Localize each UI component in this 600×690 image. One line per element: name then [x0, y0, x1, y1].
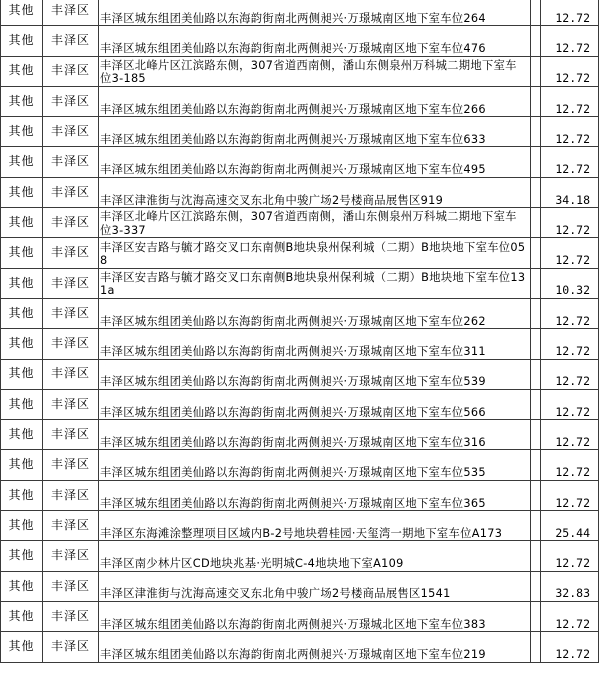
type-cell: 其他 — [1, 420, 43, 450]
district-cell: 丰泽区 — [43, 117, 99, 147]
district-cell: 丰泽区 — [43, 389, 99, 419]
table-row — [1, 420, 599, 450]
type-cell: 其他 — [1, 359, 43, 389]
table-row — [1, 601, 599, 631]
type-cell: 其他 — [1, 56, 43, 86]
table-row — [1, 480, 599, 510]
type-cell: 其他 — [1, 26, 43, 56]
location-cell: 丰泽区城东组团美仙路以东海韵街南北两侧昶兴·万璟城南区地下室车位365 — [99, 480, 531, 510]
table-row — [1, 56, 599, 86]
table-row — [1, 329, 599, 359]
area-cell: 12.72 — [541, 86, 599, 116]
table-row — [1, 632, 599, 662]
location-cell: 丰泽区南少林片区CD地块兆基·光明城C-4地块地下室A109 — [99, 541, 531, 571]
district-cell: 丰泽区 — [43, 298, 99, 328]
type-cell: 其他 — [1, 541, 43, 571]
district-cell: 丰泽区 — [43, 420, 99, 450]
table-row — [1, 238, 599, 268]
location-cell: 丰泽区津淮街与沈海高速交叉东北角中骏广场2号楼商品展售区919 — [99, 177, 531, 207]
table-row — [1, 298, 599, 328]
spacer-cell — [531, 298, 541, 328]
spacer-cell — [531, 238, 541, 268]
area-cell: 12.72 — [541, 480, 599, 510]
area-cell: 12.72 — [541, 117, 599, 147]
spacer-cell — [531, 117, 541, 147]
spacer-cell — [531, 56, 541, 86]
type-cell: 其他 — [1, 268, 43, 298]
location-cell: 丰泽区东海滩涂整理项目区域内B-2号地块碧桂园·天玺湾一期地下室车位A173 — [99, 511, 531, 541]
location-cell: 丰泽区城东组团美仙路以东海韵街南北两侧昶兴·万璟城南区地下室车位539 — [99, 359, 531, 389]
district-cell: 丰泽区 — [43, 238, 99, 268]
district-cell: 丰泽区 — [43, 26, 99, 56]
location-cell: 丰泽区城东组团美仙路以东海韵街南北两侧昶兴·万璟城南区地下室车位316 — [99, 420, 531, 450]
table-row — [1, 0, 599, 26]
table-row — [1, 389, 599, 419]
district-cell: 丰泽区 — [43, 177, 99, 207]
spacer-cell — [531, 329, 541, 359]
type-cell: 其他 — [1, 601, 43, 631]
table-row — [1, 541, 599, 571]
district-cell: 丰泽区 — [43, 601, 99, 631]
spacer-cell — [531, 601, 541, 631]
area-cell: 12.72 — [541, 26, 599, 56]
area-cell: 12.72 — [541, 601, 599, 631]
spacer-cell — [531, 571, 541, 601]
type-cell: 其他 — [1, 208, 43, 238]
table-row — [1, 268, 599, 298]
area-cell: 12.72 — [541, 0, 599, 26]
spacer-cell — [531, 511, 541, 541]
area-cell: 12.72 — [541, 56, 599, 86]
location-cell: 丰泽区城东组团美仙路以东海韵街南北两侧昶兴·万璟城南区地下室车位266 — [99, 86, 531, 116]
district-cell: 丰泽区 — [43, 632, 99, 662]
spacer-cell — [531, 480, 541, 510]
spacer-cell — [531, 147, 541, 177]
location-cell: 丰泽区城东组团美仙路以东海韵街南北两侧昶兴·万璟城南区地下室车位264 — [99, 0, 531, 26]
district-cell: 丰泽区 — [43, 359, 99, 389]
spacer-cell — [531, 208, 541, 238]
location-cell: 丰泽区北峰片区江滨路东侧，307省道西南侧，潘山东侧泉州万科城二期地下室车位3-185 — [99, 56, 531, 86]
spacer-cell — [531, 268, 541, 298]
table-row — [1, 571, 599, 601]
location-cell: 丰泽区城东组团美仙路以东海韵街南北两侧昶兴·万璟城北区地下室车位383 — [99, 601, 531, 631]
area-cell: 12.72 — [541, 208, 599, 238]
location-cell: 丰泽区城东组团美仙路以东海韵街南北两侧昶兴·万璟城南区地下室车位633 — [99, 117, 531, 147]
location-cell: 丰泽区城东组团美仙路以东海韵街南北两侧昶兴·万璟城南区地下室车位476 — [99, 26, 531, 56]
location-cell: 丰泽区城东组团美仙路以东海韵街南北两侧昶兴·万璟城南区地下室车位495 — [99, 147, 531, 177]
spacer-cell — [531, 420, 541, 450]
location-cell: 丰泽区城东组团美仙路以东海韵街南北两侧昶兴·万璟城南区地下室车位311 — [99, 329, 531, 359]
location-cell: 丰泽区北峰片区江滨路东侧，307省道西南侧，潘山东侧泉州万科城二期地下室车位3-337 — [99, 208, 531, 238]
district-cell: 丰泽区 — [43, 571, 99, 601]
district-cell: 丰泽区 — [43, 208, 99, 238]
spacer-cell — [531, 389, 541, 419]
table-row — [1, 511, 599, 541]
area-cell: 12.72 — [541, 359, 599, 389]
district-cell: 丰泽区 — [43, 56, 99, 86]
district-cell: 丰泽区 — [43, 0, 99, 26]
location-cell: 丰泽区安吉路与毓才路交叉口东南侧B地块泉州保利城（二期）B地块地下室车位058 — [99, 238, 531, 268]
spacer-cell — [531, 177, 541, 207]
table-row — [1, 177, 599, 207]
type-cell: 其他 — [1, 147, 43, 177]
type-cell: 其他 — [1, 450, 43, 480]
area-cell: 12.72 — [541, 420, 599, 450]
type-cell: 其他 — [1, 86, 43, 116]
area-cell: 12.72 — [541, 147, 599, 177]
type-cell: 其他 — [1, 632, 43, 662]
area-cell: 12.72 — [541, 541, 599, 571]
area-cell: 34.18 — [541, 177, 599, 207]
district-cell: 丰泽区 — [43, 329, 99, 359]
table-row — [1, 359, 599, 389]
table-row — [1, 86, 599, 116]
type-cell: 其他 — [1, 329, 43, 359]
type-cell: 其他 — [1, 0, 43, 26]
spacer-cell — [531, 450, 541, 480]
spacer-cell — [531, 359, 541, 389]
table-row — [1, 26, 599, 56]
table-row — [1, 117, 599, 147]
type-cell: 其他 — [1, 117, 43, 147]
type-cell: 其他 — [1, 480, 43, 510]
district-cell: 丰泽区 — [43, 511, 99, 541]
location-cell: 丰泽区城东组团美仙路以东海韵街南北两侧昶兴·万璟城南区地下室车位262 — [99, 298, 531, 328]
area-cell: 12.72 — [541, 450, 599, 480]
district-cell: 丰泽区 — [43, 86, 99, 116]
location-cell: 丰泽区城东组团美仙路以东海韵街南北两侧昶兴·万璟城南区地下室车位566 — [99, 389, 531, 419]
location-cell: 丰泽区安吉路与毓才路交叉口东南侧B地块泉州保利城（二期）B地块地下室车位131a — [99, 268, 531, 298]
table-body — [1, 0, 599, 662]
area-cell: 32.83 — [541, 571, 599, 601]
district-cell: 丰泽区 — [43, 541, 99, 571]
type-cell: 其他 — [1, 177, 43, 207]
area-cell: 10.32 — [541, 268, 599, 298]
district-cell: 丰泽区 — [43, 480, 99, 510]
type-cell: 其他 — [1, 571, 43, 601]
district-cell: 丰泽区 — [43, 147, 99, 177]
table-row — [1, 450, 599, 480]
area-cell: 12.72 — [541, 238, 599, 268]
area-cell: 12.72 — [541, 329, 599, 359]
table-row — [1, 147, 599, 177]
type-cell: 其他 — [1, 511, 43, 541]
district-cell: 丰泽区 — [43, 268, 99, 298]
location-cell: 丰泽区城东组团美仙路以东海韵街南北两侧昶兴·万璟城南区地下室车位219 — [99, 632, 531, 662]
table-row — [1, 208, 599, 238]
type-cell: 其他 — [1, 389, 43, 419]
spacer-cell — [531, 0, 541, 26]
area-cell: 12.72 — [541, 389, 599, 419]
area-cell: 12.72 — [541, 298, 599, 328]
district-cell: 丰泽区 — [43, 450, 99, 480]
spacer-cell — [531, 541, 541, 571]
location-cell: 丰泽区津淮街与沈海高速交叉东北角中骏广场2号楼商品展售区1541 — [99, 571, 531, 601]
spacer-cell — [531, 86, 541, 116]
location-cell: 丰泽区城东组团美仙路以东海韵街南北两侧昶兴·万璟城南区地下室车位535 — [99, 450, 531, 480]
spacer-cell — [531, 26, 541, 56]
spacer-cell — [531, 632, 541, 662]
type-cell: 其他 — [1, 298, 43, 328]
area-cell: 12.72 — [541, 632, 599, 662]
type-cell: 其他 — [1, 238, 43, 268]
area-cell: 25.44 — [541, 511, 599, 541]
